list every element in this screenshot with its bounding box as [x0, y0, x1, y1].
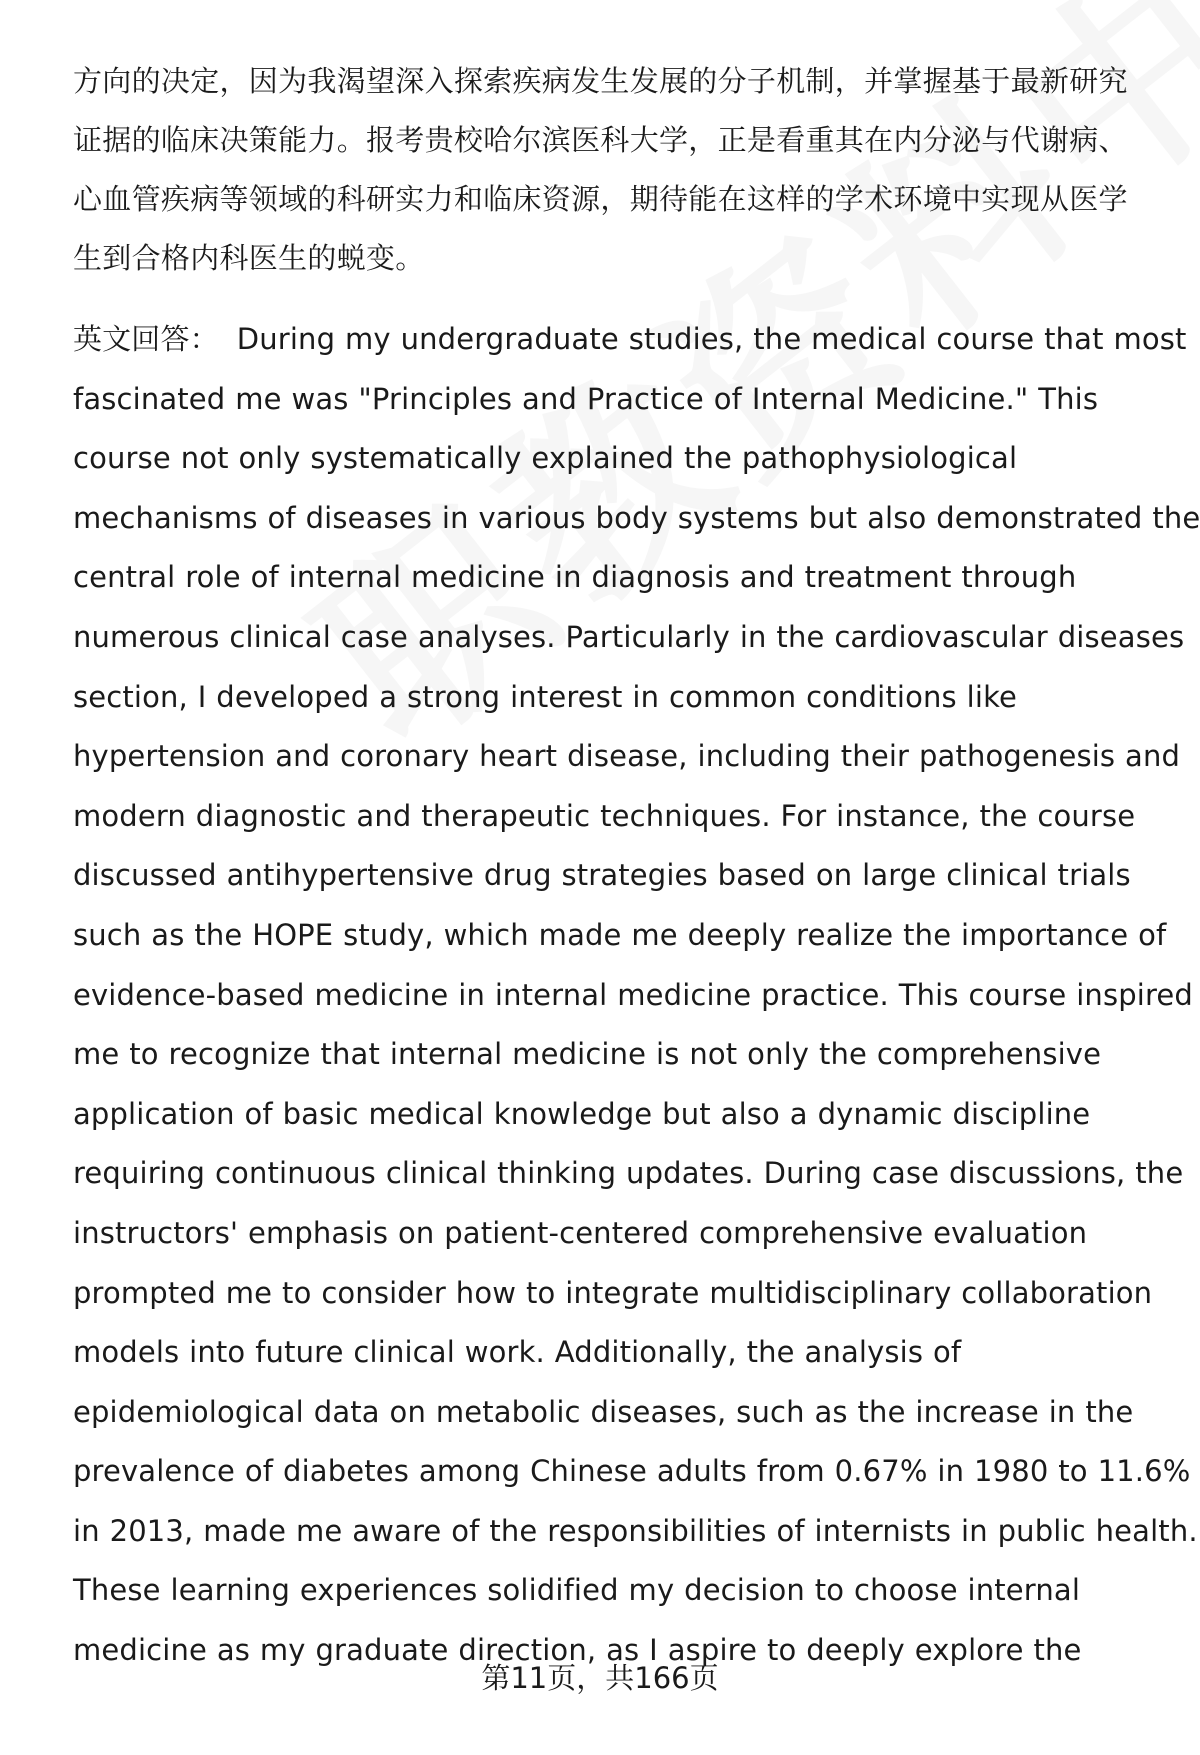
text-line: 心血管疾病等领域的科研实力和临床资源，期待能在这样的学术环境中实现从医学 [73, 182, 1128, 216]
text-line: such as the HOPE study, which made me deeply realize the importance of [73, 917, 1167, 952]
chinese-paragraph [73, 52, 1148, 288]
text-line: numerous clinical case analyses. Particularly in the cardiovascular diseases [73, 619, 1185, 654]
text-line: application of basic medical knowledge but also a dynamic discipline [73, 1096, 1091, 1131]
text-line: modern diagnostic and therapeutic techniques. For instance, the course [73, 798, 1136, 833]
text-line: course not only systematically explained the pathophysiological [73, 441, 1018, 476]
text-line: requiring continuous clinical thinking updates. During case discussions, the [73, 1156, 1184, 1191]
text-line: in 2013, made me aware of the responsibilities of internists in public health. [73, 1513, 1198, 1548]
text-line: models into future clinical work. Additionally, the analysis of [73, 1335, 962, 1370]
page-number-footer: 第11页，共166页 [481, 1661, 719, 1695]
text-line: These learning experiences solidified my decision to choose internal [73, 1573, 1081, 1608]
answer-label: 英文回答： [73, 322, 219, 356]
text-line: 证据的临床决策能力。报考贵校哈尔滨医科大学，正是看重其在内分泌与代谢病、 [73, 123, 1128, 157]
text-line: epidemiological data on metabolic diseases, such as the increase in the [73, 1394, 1134, 1429]
text-line: medicine as my graduate direction, as I aspire to deeply explore the [73, 1633, 1082, 1668]
text-line: me to recognize that internal medicine is not only the comprehensive [73, 1037, 1102, 1072]
text-line: hypertension and coronary heart disease, including their pathogenesis and [73, 739, 1181, 774]
text-line: central role of internal medicine in diagnosis and treatment through [73, 560, 1077, 595]
text-line: section, I developed a strong interest in common conditions like [73, 679, 1017, 714]
text-line: fascinated me was "Principles and Practice of Internal Medicine." This [73, 381, 1099, 416]
text-line: mechanisms of diseases in various body systems but also demonstrated the [73, 500, 1200, 535]
text-line: 方向的决定，因为我渴望深入探索疾病发生发展的分子机制，并掌握基于最新研究 [73, 64, 1128, 98]
document-content [73, 52, 1200, 1681]
text-line: prevalence of diabetes among Chinese adults from 0.67% in 1980 to 11.6% [73, 1454, 1191, 1489]
text-line: evidence-based medicine in internal medicine practice. This course inspired [73, 977, 1193, 1012]
text-line [73, 310, 1187, 370]
text-line: prompted me to consider how to integrate multidisciplinary collaboration [73, 1275, 1153, 1310]
english-answer-paragraph [73, 310, 1200, 1681]
text-line: discussed antihypertensive drug strategies based on large clinical trials [73, 858, 1131, 893]
text-line-content: During my undergraduate studies, the medical course that most [236, 322, 1187, 356]
text-line: instructors' emphasis on patient-centered comprehensive evaluation [73, 1215, 1088, 1250]
text-line: 生到合格内科医生的蜕变。 [73, 241, 425, 275]
